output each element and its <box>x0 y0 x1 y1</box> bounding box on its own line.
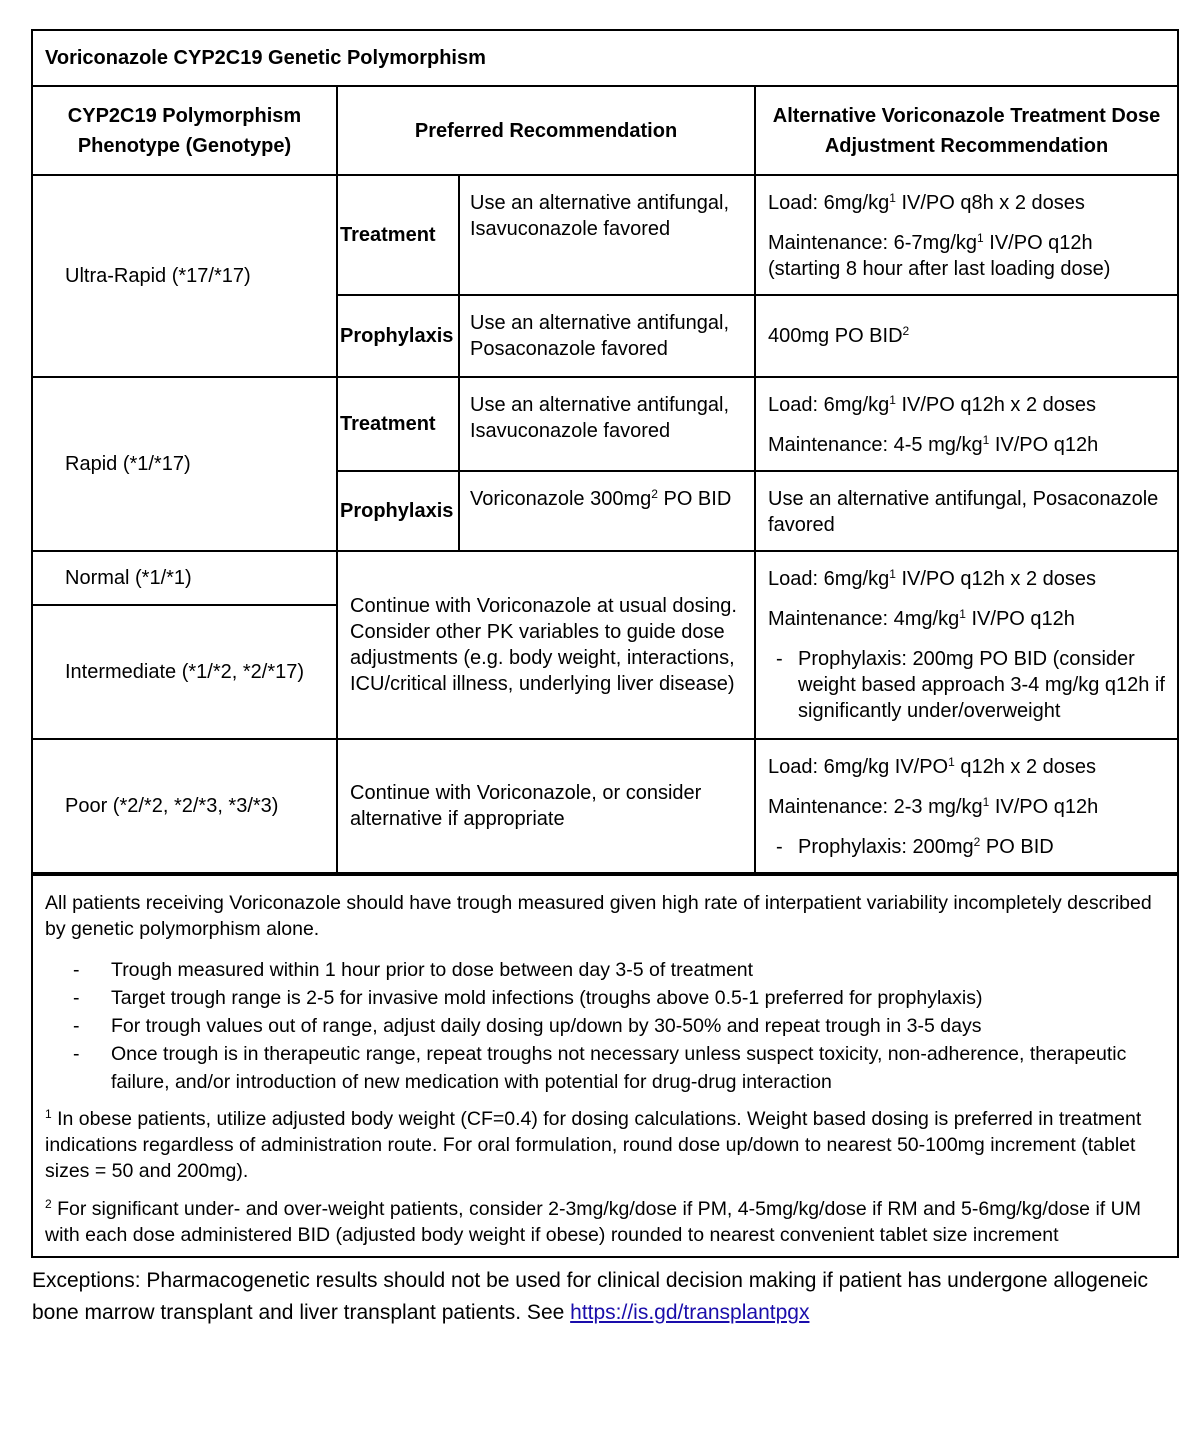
ultra-prophylaxis-alternative: 400mg PO BID$^2$ <box>755 295 1177 377</box>
list-item: - Once trough is in therapeutic range, repeat troughs not necessary unless suspect toxicity, non-adherence, therapeutic failure, and/or introduction of new medication with potential for drug-drug interaction <box>73 1043 1127 1093</box>
ultra-maintenance: Maintenance: $6-7mg/kg^1$ IV/PO q12h (starting 8 hour after last loading dose) <box>768 231 1111 280</box>
ultra-prophylaxis-label: Prophylaxis <box>337 295 459 377</box>
phenotype-ultra-rapid: Ultra-Rapid (*17/*17) <box>33 175 337 377</box>
phenotype-normal: Normal (*1/*1) <box>33 551 337 605</box>
normal-intermediate-alternative <box>755 551 1177 739</box>
guideline-table <box>31 29 1179 1258</box>
list-item: - Trough measured within 1 hour prior to dose between day 3-5 of treatment <box>73 959 754 981</box>
recommendation-grid <box>33 87 1177 874</box>
rapid-treatment-alternative <box>755 377 1177 471</box>
header-alternative: Alternative Voriconazole Treatment Dose Adjustment Recommendation <box>755 87 1177 175</box>
rapid-treatment-label: Treatment <box>337 377 459 471</box>
normal-prophylaxis-item: - Prophylaxis: 200mg PO BID (consider weight based approach 3-4 mg/kg q12h if significantly under/overweight <box>776 648 1165 722</box>
rapid-prophylaxis-alternative: Use an alternative antifungal, Posaconazole favored <box>755 471 1177 551</box>
phenotype-rapid: Rapid (*1/*17) <box>33 377 337 551</box>
poor-preferred: Continue with Voriconazole, or consider alternative if appropriate <box>337 739 755 873</box>
ultra-load: Load: $6mg/kg^1$ IV/PO q8h x 2 doses <box>768 191 1085 214</box>
footnote-2: $^2$ For significant under- and over-weight patients, consider 2-3mg/kg/dose if PM, 4-5mg/kg/dose if RM and 5-6mg/kg/dose if UM with each dose administered BID (adjusted body weight if obese) rounded to nearest convenient tablet size increment <box>45 1197 1141 1246</box>
rapid-maintenance: Maintenance: 4-5 $mg/kg^1$ IV/PO q12h <box>768 433 1099 456</box>
footnote-1: $^1$ In obese patients, utilize adjusted body weight (CF=0.4) for dosing calculations. Weight based dosing is preferred in treatment indications regardless of administration route. For oral formulation, round dose up/down to nearest 50-100mg increment (tablet sizes = 50 and 200mg). <box>45 1107 1142 1182</box>
rapid-prophylaxis-preferred: Voriconazole $300mg^2$ PO BID <box>459 471 755 551</box>
normal-load: Load: $6mg/kg^1$ IV/PO q12h x 2 doses <box>768 567 1097 590</box>
list-item: - For trough values out of range, adjust daily dosing up/down by 30-50% and repeat trough in 3-5 days <box>73 1015 982 1037</box>
transplant-pgx-link[interactable]: https://is.gd/transplantpgx <box>570 1301 810 1324</box>
ultra-treatment-alternative <box>755 175 1177 295</box>
exceptions-line-2: bone marrow transplant and liver transplant patients. See https://is.gd/transplantpgx <box>32 1301 810 1324</box>
poor-load: Load: 6mg/kg $IV/PO^1$ q12h x 2 doses <box>768 755 1097 778</box>
phenotype-poor: Poor (*2/*2, *2/*3, *3/*3) <box>33 739 337 873</box>
poor-alternative <box>755 739 1177 873</box>
table-title: Voriconazole CYP2C19 Genetic Polymorphism <box>33 31 1177 87</box>
normal-maintenance: Maintenance: $4mg/kg^1$ IV/PO q12h <box>768 607 1075 630</box>
notes-section <box>33 874 1177 1256</box>
exceptions-line-1: Exceptions: Pharmacogenetic results should not be used for clinical decision making if patient has undergone allogeneic <box>32 1269 1149 1292</box>
rapid-load: Load: $6mg/kg^1$ IV/PO q12h x 2 doses <box>768 393 1097 416</box>
poor-prophylaxis-item: - Prophylaxis: $200mg^2$ PO BID <box>776 835 1054 858</box>
rapid-prophylaxis-label: Prophylaxis <box>337 471 459 551</box>
trough-list <box>45 956 1165 1096</box>
ultra-treatment-preferred: Use an alternative antifungal, Isavuconazole favored <box>459 175 755 295</box>
ultra-treatment-label: Treatment <box>337 175 459 295</box>
exceptions-note <box>32 1265 1202 1329</box>
list-item: - Target trough range is 2-5 for invasive mold infections (troughs above 0.5-1 preferred for prophylaxis) <box>73 987 983 1009</box>
header-phenotype: CYP2C19 Polymorphism Phenotype (Genotype) <box>33 87 337 175</box>
header-preferred: Preferred Recommendation <box>337 87 755 175</box>
ultra-prophylaxis-preferred: Use an alternative antifungal, Posaconazole favored <box>459 295 755 377</box>
notes-intro: All patients receiving Voriconazole should have trough measured given high rate of interpatient variability incompletely described by genetic polymorphism alone. <box>45 892 1152 940</box>
poor-maintenance: Maintenance: 2-3 $mg/kg^1$ IV/PO q12h <box>768 795 1099 818</box>
rapid-treatment-preferred: Use an alternative antifungal, Isavuconazole favored <box>459 377 755 471</box>
normal-intermediate-preferred: Continue with Voriconazole at usual dosing. Consider other PK variables to guide dose adjustments (e.g. body weight, interactions, ICU/critical illness, underlying liver disease) <box>337 551 755 739</box>
phenotype-intermediate: Intermediate (*1/*2, *2/*17) <box>33 605 337 739</box>
